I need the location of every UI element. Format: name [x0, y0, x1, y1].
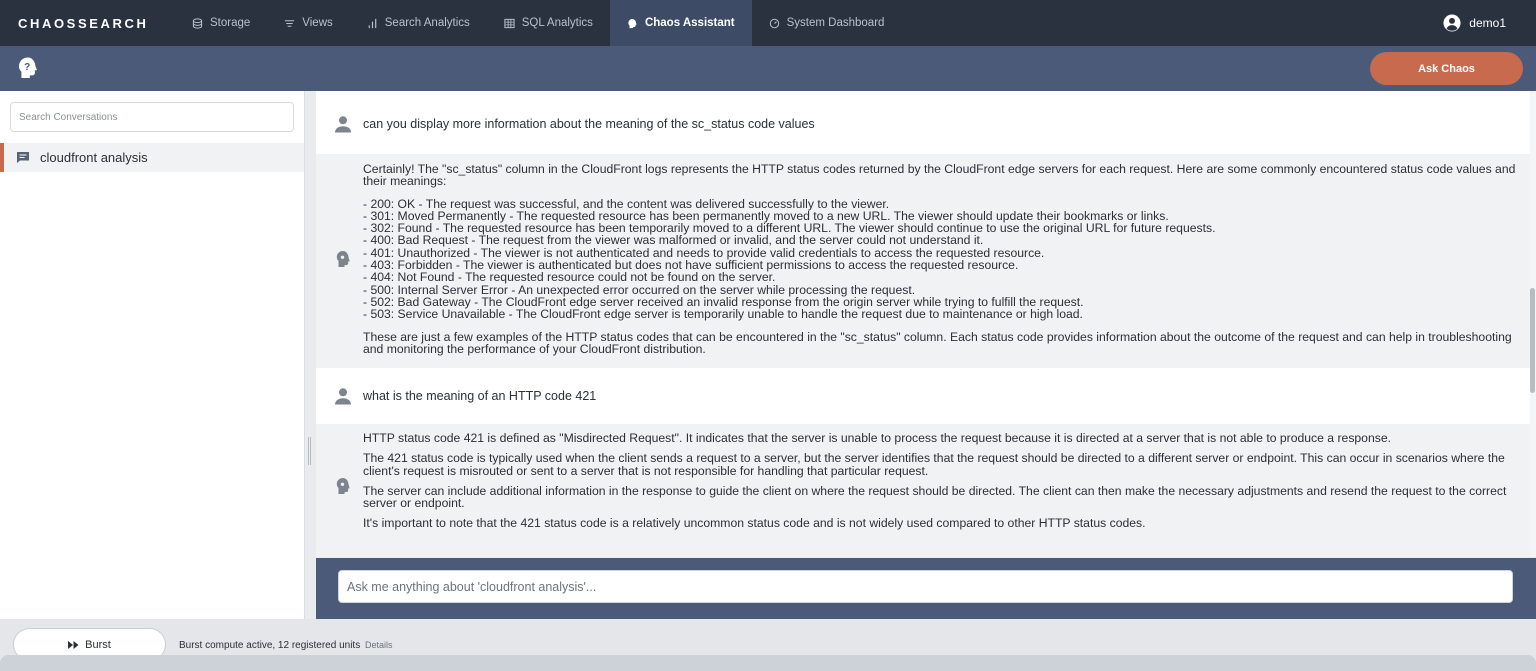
conversation-label: cloudfront analysis — [40, 150, 148, 165]
nav-item-label: Search Analytics — [384, 17, 470, 29]
conversation-sidebar — [0, 91, 305, 619]
chat-transcript — [316, 91, 1530, 557]
sidebar-resize-handle[interactable] — [308, 437, 311, 465]
assistant-paragraph: Certainly! The "sc_status" column in the CloudFront logs represents the HTTP status codes returned by the CloudFront edge servers for each request. Here are some commonly encountered status code values and their meanings: — [363, 162, 1516, 189]
footer-bottom-strip — [0, 655, 1536, 671]
nav-item-views[interactable] — [267, 0, 349, 46]
nav-item-label: Views — [302, 17, 333, 29]
svg-text:?: ? — [24, 62, 31, 74]
assistant-paragraph: HTTP status code 421 is defined as "Misdirected Request". It indicates that the server is unable to process the request because it is directed at a server that is not able to produce a response. — [363, 431, 1391, 445]
fast-forward-icon — [68, 641, 79, 649]
status-code-item: - 200: OK - The request was successful, and the content was delivered successfully to the viewer. — [363, 196, 890, 211]
status-code-item: - 301: Moved Permanently - The requested resource has been permanently moved to a new URL. The viewer should update their bookmarks or links. — [363, 208, 1169, 223]
chat-bubble-icon — [16, 151, 30, 164]
user-person-icon — [334, 387, 352, 405]
status-code-item: - 302: Found - The requested resource has been temporarily moved to a different URL. The viewer should continue to use the original URL for future requests. — [363, 221, 1216, 236]
conversation-item[interactable] — [0, 143, 304, 172]
nav-item-search-analytics[interactable] — [350, 0, 487, 46]
assistant-paragraph: It's important to note that the 421 status code is a relatively uncommon status code and is not widely used compared to other HTTP status codes. — [363, 516, 1146, 531]
nav-item-label: Storage — [210, 17, 251, 29]
status-code-item: - 502: Bad Gateway - The CloudFront edge server received an invalid response from the origin server while trying to fulfill the request. — [363, 294, 1084, 309]
user-name: demo1 — [1469, 16, 1506, 30]
nav-item-chaos-assistant[interactable] — [610, 0, 752, 46]
user-message — [316, 368, 1530, 424]
ask-chaos-button[interactable]: Ask Chaos — [1370, 52, 1523, 85]
assistant-head-icon — [335, 250, 351, 268]
user-message-text: can you display more information about the meaning of the sc_status code values — [363, 117, 815, 131]
filter-icon — [284, 18, 295, 29]
burst-status-text: Burst compute active, 12 registered units — [179, 640, 361, 651]
nav-item-label: System Dashboard — [786, 17, 885, 29]
table-icon — [504, 18, 515, 29]
top-nav — [0, 0, 1536, 46]
nav-item-sql-analytics[interactable] — [487, 0, 610, 46]
chat-scrollbar-thumb[interactable] — [1530, 288, 1535, 393]
nav-item-system-dashboard[interactable] — [752, 0, 902, 46]
bar-chart-icon — [367, 18, 378, 29]
assistant-header — [0, 46, 1536, 91]
burst-button-label: Burst — [85, 638, 111, 651]
assistant-message — [316, 154, 1530, 368]
status-code-item: - 401: Unauthorized - The viewer is not authenticated and needs to provide valid credentials to access the requested resource. — [363, 245, 1045, 260]
status-code-item: - 500: Internal Server Error - An unexpected error occurred on the server while processing the request. — [363, 282, 916, 297]
assistant-icon — [627, 18, 638, 29]
database-icon — [192, 18, 203, 29]
burst-status — [179, 640, 393, 651]
assistant-message — [316, 424, 1530, 557]
user-message-text: what is the meaning of an HTTP code 421 — [363, 389, 597, 403]
user-message — [316, 94, 1530, 154]
brand-logo[interactable]: CHAOSSEARCH — [18, 15, 149, 31]
gauge-icon — [769, 18, 780, 29]
status-code-item: - 400: Bad Request - The request from the viewer was malformed or invalid, and the server could not understand it. — [363, 233, 984, 248]
ask-input[interactable] — [338, 570, 1513, 603]
assistant-paragraph: The 421 status code is typically used when the client sends a request to a server, but the server identifies that the request should be directed to a different server or endpoint. This can occur in scenarios where the client's request is misrouted or sent to a server that is not responsible for handling that particular request. — [363, 451, 1505, 478]
user-person-icon — [334, 115, 352, 133]
user-menu[interactable] — [1443, 0, 1536, 46]
user-avatar-icon — [1443, 14, 1461, 32]
assistant-head-icon — [335, 477, 351, 495]
nav-item-label: Chaos Assistant — [644, 17, 735, 29]
search-conversations-input[interactable] — [10, 102, 294, 132]
status-code-item: - 404: Not Found - The requested resource could not be found on the server. — [363, 270, 776, 285]
assistant-paragraph: These are just a few examples of the HTTP status codes that can be encountered in the "sc_status" column. Each status code provides information about the outcome of the request and can help in troubleshooting and monitoring the performance of your CloudFront distribution. — [363, 329, 1512, 356]
chat-input-bar — [316, 558, 1536, 619]
status-code-item: - 503: Service Unavailable - The CloudFront edge server is temporarily unable to handle the request due to maintenance or high load. — [363, 307, 1083, 322]
nav-item-label: SQL Analytics — [521, 17, 593, 29]
status-code-item: - 403: Forbidden - The viewer is authenticated but does not have sufficient permissions to access the requested resource. — [363, 258, 1019, 273]
assistant-help-head-icon — [16, 56, 40, 80]
nav-item-storage[interactable] — [175, 0, 267, 46]
details-link[interactable]: Details — [364, 640, 393, 650]
assistant-paragraph: The server can include additional information in the response to guide the client on where the request should be directed. The client can then make the necessary adjustments and resend the request to the correct server or endpoint. — [363, 483, 1507, 511]
